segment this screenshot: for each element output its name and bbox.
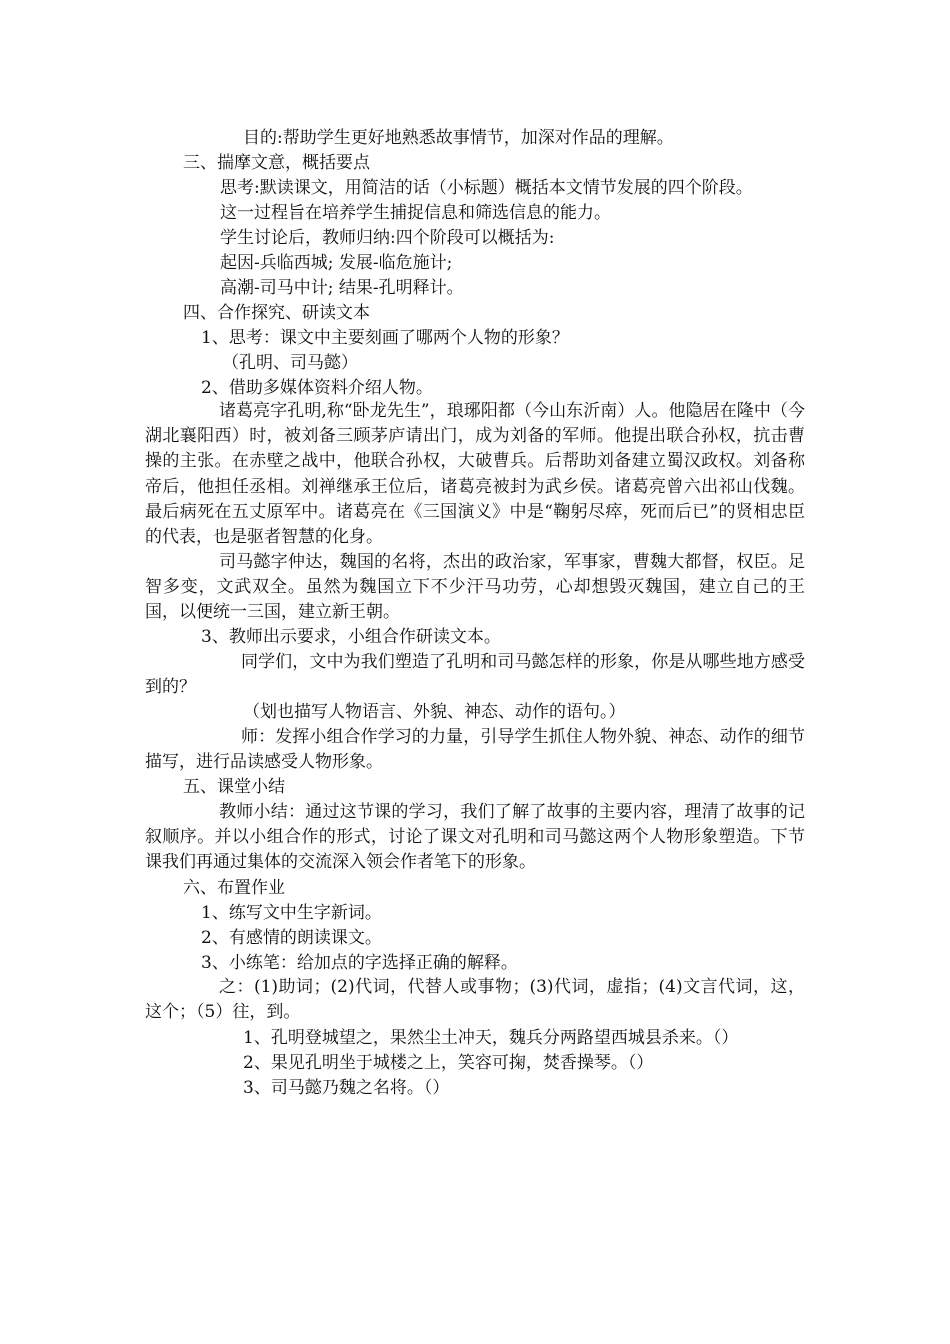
question-1-line: 1、思考：课文中主要刻画了哪两个人物的形象？ <box>201 328 569 348</box>
aim-line: 这一过程旨在培养学生捕捉信息和筛选信息的能力。 <box>220 203 611 223</box>
classmates-text: 同学们，文中为我们塑造了孔明和司马懿怎样的形象，你是从哪些地方感受到的？ <box>145 652 805 698</box>
homework-2-line: 2、有感情的朗读课文。 <box>201 928 382 948</box>
discussion-line: 学生讨论后，教师归纳:四个阶段可以概括为: <box>220 228 555 248</box>
zhi-meanings-text: 之：(1)助词；(2)代词，代替人或事物；(3)代词，虚指；(4)文言代词，这，这个；（5）往，到。 <box>145 977 805 1023</box>
sima-yi-text: 司马懿字仲达，魏国的名将，杰出的政治家，军事家，曹魏大都督，权臣。足智多变，文武双全。虽然为魏国立下不少汗马功劳，心却想毁灭魏国，建立自己的王国，以便统一三国，建立新王朝。 <box>145 552 805 623</box>
exercise-2-line: 2、果见孔明坐于城楼之上，笑容可掬，焚香操琴。（） <box>243 1053 654 1073</box>
question-3-line: 3、教师出示要求，小组合作研读文本。 <box>201 627 501 647</box>
summary-paragraph <box>145 800 805 876</box>
question-2-line: 2、借助多媒体资料介绍人物。 <box>201 378 433 398</box>
stage-line-1: 起因-兵临西城; 发展-临危施计; <box>220 253 453 273</box>
answer-1-line: （孔明、司马懿） <box>222 353 358 373</box>
stage-line-2: 高潮-司马中计; 结果-孔明释计。 <box>220 278 464 298</box>
section-5-heading: 五、课堂小结 <box>183 777 285 797</box>
homework-1-line: 1、练写文中生字新词。 <box>201 903 382 923</box>
summary-text: 教师小结：通过这节课的学习，我们了解了故事的主要内容，理清了故事的记叙顺序。并以小组合作的形式，讨论了课文对孔明和司马懿这两个人物形象塑造。下节课我们再通过集体的交流深入领会作者笔下的形象。 <box>145 802 805 873</box>
homework-3-line: 3、小练笔：给加点的字选择正确的解释。 <box>201 953 518 973</box>
exercise-3-line: 3、司马懿乃魏之名将。（） <box>243 1078 450 1098</box>
sima-yi-paragraph <box>145 550 805 626</box>
exercise-1-line: 1、孔明登城望之，果然尘土冲天，魏兵分两路望西城县杀来。（） <box>243 1028 739 1048</box>
section-4-heading: 四、合作探究、研读文本 <box>183 303 370 323</box>
zhuge-liang-text: 诸葛亮字孔明,称“卧龙先生”，琅琊阳都（今山东沂南）人。他隐居在隆中（今湖北襄阳西）时，被刘备三顾茅庐请出门，成为刘备的军师。他提出联合孙权，抗击曹操的主张。在赤壁之战中，他联合孙权，大破曹兵。后帮助刘备建立蜀汉政权。刘备称帝后，他担任丞相。刘禅继承王位后，诸葛亮被封为武乡侯。诸葛亮曾六出祁山伐魏。最后病死在五丈原军中。诸葛亮在《三国演义》中是“鞠躬尽瘁，死而后已”的贤相忠臣的代表，也是驱者智慧的化身。 <box>145 401 805 548</box>
purpose-line: 目的:帮助学生更好地熟悉故事情节，加深对作品的理解。 <box>243 128 674 148</box>
think-question-line: 思考:默读课文，用简洁的话（小标题）概括本文情节发展的四个阶段。 <box>220 178 753 198</box>
classmates-paragraph <box>145 650 805 700</box>
section-3-heading: 三、揣摩文意，概括要点 <box>183 153 370 173</box>
teacher-guide-text: 师：发挥小组合作学习的力量，引导学生抓住人物外貌、神态、动作的细节描写，进行品读感受人物形象。 <box>145 727 805 773</box>
teacher-guide-paragraph <box>145 725 805 775</box>
hint-line: （划也描写人物语言、外貌、神态、动作的语句。） <box>243 702 626 722</box>
section-6-heading: 六、布置作业 <box>183 878 285 898</box>
zhi-meanings-paragraph <box>145 975 805 1025</box>
zhuge-liang-paragraph <box>145 399 805 550</box>
